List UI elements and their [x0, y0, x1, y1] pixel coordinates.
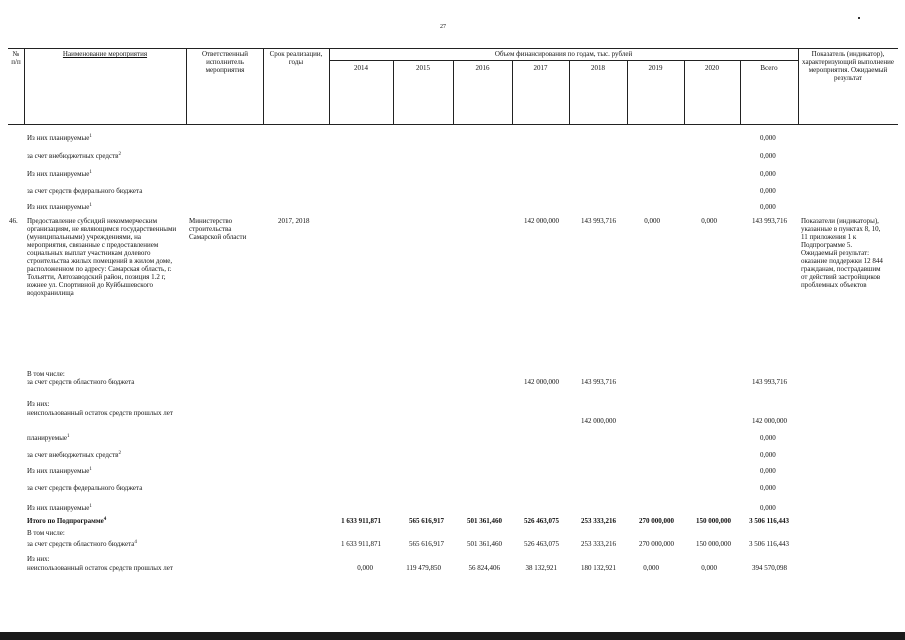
item-period: 2017, 2018	[278, 217, 310, 225]
totals-regional-2019: 270 000,000	[639, 540, 674, 548]
totals-unused-total: 394 570,098	[752, 564, 787, 572]
unused-total: 142 000,000	[752, 417, 787, 425]
value-2020: 0,000	[701, 217, 717, 225]
row-total: 0,000	[760, 134, 776, 142]
totals-unused-label: неиспользованный остаток средств прошлых лет	[27, 564, 173, 572]
header-year-2018: 2018	[591, 64, 605, 72]
extrabudget-label: за счет внебюджетных средств$^2$	[27, 451, 121, 459]
totals-label: Итого по Подпрограмме$^4$	[27, 517, 107, 525]
item-responsible: Министерство строительства Самарской области	[189, 217, 247, 241]
value-2019: 0,000	[644, 217, 660, 225]
row-total: 0,000	[760, 170, 776, 178]
item-number: 46.	[9, 217, 18, 225]
totals-unused-2015: 119 479,850	[406, 564, 441, 572]
totals-unused-2016: 56 824,406	[468, 564, 500, 572]
totals-unused-2017: 38 132,921	[525, 564, 557, 572]
federal-total: 0,000	[760, 484, 776, 492]
totals-2019: 270 000,000	[639, 517, 674, 525]
totals-regional-2018: 253 333,216	[581, 540, 616, 548]
row-label: за счет внебюджетных средств$^2$	[27, 152, 121, 160]
extrabudget-total: 0,000	[760, 451, 776, 459]
header-year-2014: 2014	[354, 64, 368, 72]
totals-unused-2014: 0,000	[357, 564, 373, 572]
scan-speck	[858, 17, 860, 19]
row-label: Из них планируемые$^1$	[27, 170, 92, 178]
totals-2018: 253 333,216	[581, 517, 616, 525]
regional-label: за счет средств областного бюджета	[27, 378, 135, 386]
totals-regional-2020: 150 000,000	[696, 540, 731, 548]
totals-total: 3 506 116,443	[749, 517, 789, 525]
planned-label: планируемые$^1$	[27, 434, 70, 442]
totals-2014: 1 633 911,871	[341, 517, 381, 525]
regional-2017: 142 000,000	[524, 378, 559, 386]
item-indicator: Показатели (индикаторы), указанные в пунктах 8, 10, 11 приложения 1 к Подпрограмме 5. Ожидаемый результат: оказание поддержки 12 844 гражданам, пострадавшим от действий застройщиков проблемных объектов	[801, 217, 883, 289]
totals-regional-2017: 526 463,075	[524, 540, 559, 548]
item-name: Предоставление субсидий некоммерческим организациям, не являющимся государственными (муниципальными) учреждениями, на мероприятия, связанные с предоставлением социальных выплат участникам долевого строительства жилых помещений в жилом доме, расположенном по адресу: Самарская область, г. Тольятти, Автозаводский район, позиция 1.2 г, южнее ул. Спортивной до Куйбышевского водохранилища	[27, 217, 177, 297]
totals-2017: 526 463,075	[524, 517, 559, 525]
header-funding-title: Объем финансирования по годам, тыс. рублей	[494, 50, 633, 58]
of-them-label: Из них:	[27, 400, 50, 408]
including-label: В том числе:	[27, 370, 65, 378]
row-label: Из них планируемые$^1$	[27, 134, 92, 142]
totals-regional-2016: 501 361,460	[467, 540, 502, 548]
row-total: 0,000	[760, 187, 776, 195]
row-total: 0,000	[760, 203, 776, 211]
regional-2018: 143 993,716	[581, 378, 616, 386]
header-year-2016: 2016	[475, 64, 490, 72]
header-year-2020: 2020	[705, 64, 719, 72]
totals-unused-2018: 180 132,921	[581, 564, 616, 572]
page-number: 27	[440, 24, 446, 30]
row-label: Из них планируемые$^1$	[27, 203, 92, 211]
totals-of-them: Из них:	[27, 555, 50, 563]
totals-regional-total: 3 506 116,443	[749, 540, 789, 548]
row-total: 0,000	[760, 152, 776, 160]
totals-regional-2014: 1 633 911,871	[341, 540, 381, 548]
scan-bottom-edge	[0, 632, 905, 640]
totals-including: В том числе:	[27, 529, 65, 537]
header-responsible: Ответственный исполнитель мероприятия	[201, 50, 249, 74]
value-2017: 142 000,000	[524, 217, 559, 225]
totals-2016: 501 361,460	[467, 517, 502, 525]
row-label: за счет средств федерального бюджета	[27, 187, 143, 195]
planned2-total: 0,000	[760, 467, 776, 475]
header-year-2015: 2015	[416, 64, 430, 72]
totals-unused-2020: 0,000	[701, 564, 717, 572]
regional-total: 143 993,716	[752, 378, 787, 386]
header-num: № п/п	[11, 50, 21, 66]
unused-label: неиспользованный остаток средств прошлых лет	[27, 409, 173, 417]
unused-2018: 142 000,000	[581, 417, 616, 425]
header-indicator: Показатель (индикатор), характеризующий выполнение мероприятия. Ожидаемый результат	[802, 50, 894, 82]
header-total: Всего	[760, 64, 778, 72]
header-year-2019: 2019	[648, 64, 663, 72]
planned3-total: 0,000	[760, 504, 776, 512]
header-period: Срок реализации, годы	[269, 50, 323, 66]
planned-total: 0,000	[760, 434, 776, 442]
totals-2020: 150 000,000	[696, 517, 731, 525]
totals-regional-label: за счет средств областного бюджета$^4$	[27, 540, 137, 548]
value-total: 143 993,716	[752, 217, 787, 225]
totals-unused-2019: 0,000	[643, 564, 659, 572]
planned3-label: Из них планируемые$^1$	[27, 504, 92, 512]
value-2018: 143 993,716	[581, 217, 616, 225]
header-name: Наименование мероприятия	[62, 50, 148, 58]
federal-label: за счет средств федерального бюджета	[27, 484, 143, 492]
totals-2015: 565 616,917	[409, 517, 444, 525]
header-year-2017: 2017	[533, 64, 548, 72]
planned2-label: Из них планируемые$^1$	[27, 467, 92, 475]
totals-regional-2015: 565 616,917	[409, 540, 444, 548]
